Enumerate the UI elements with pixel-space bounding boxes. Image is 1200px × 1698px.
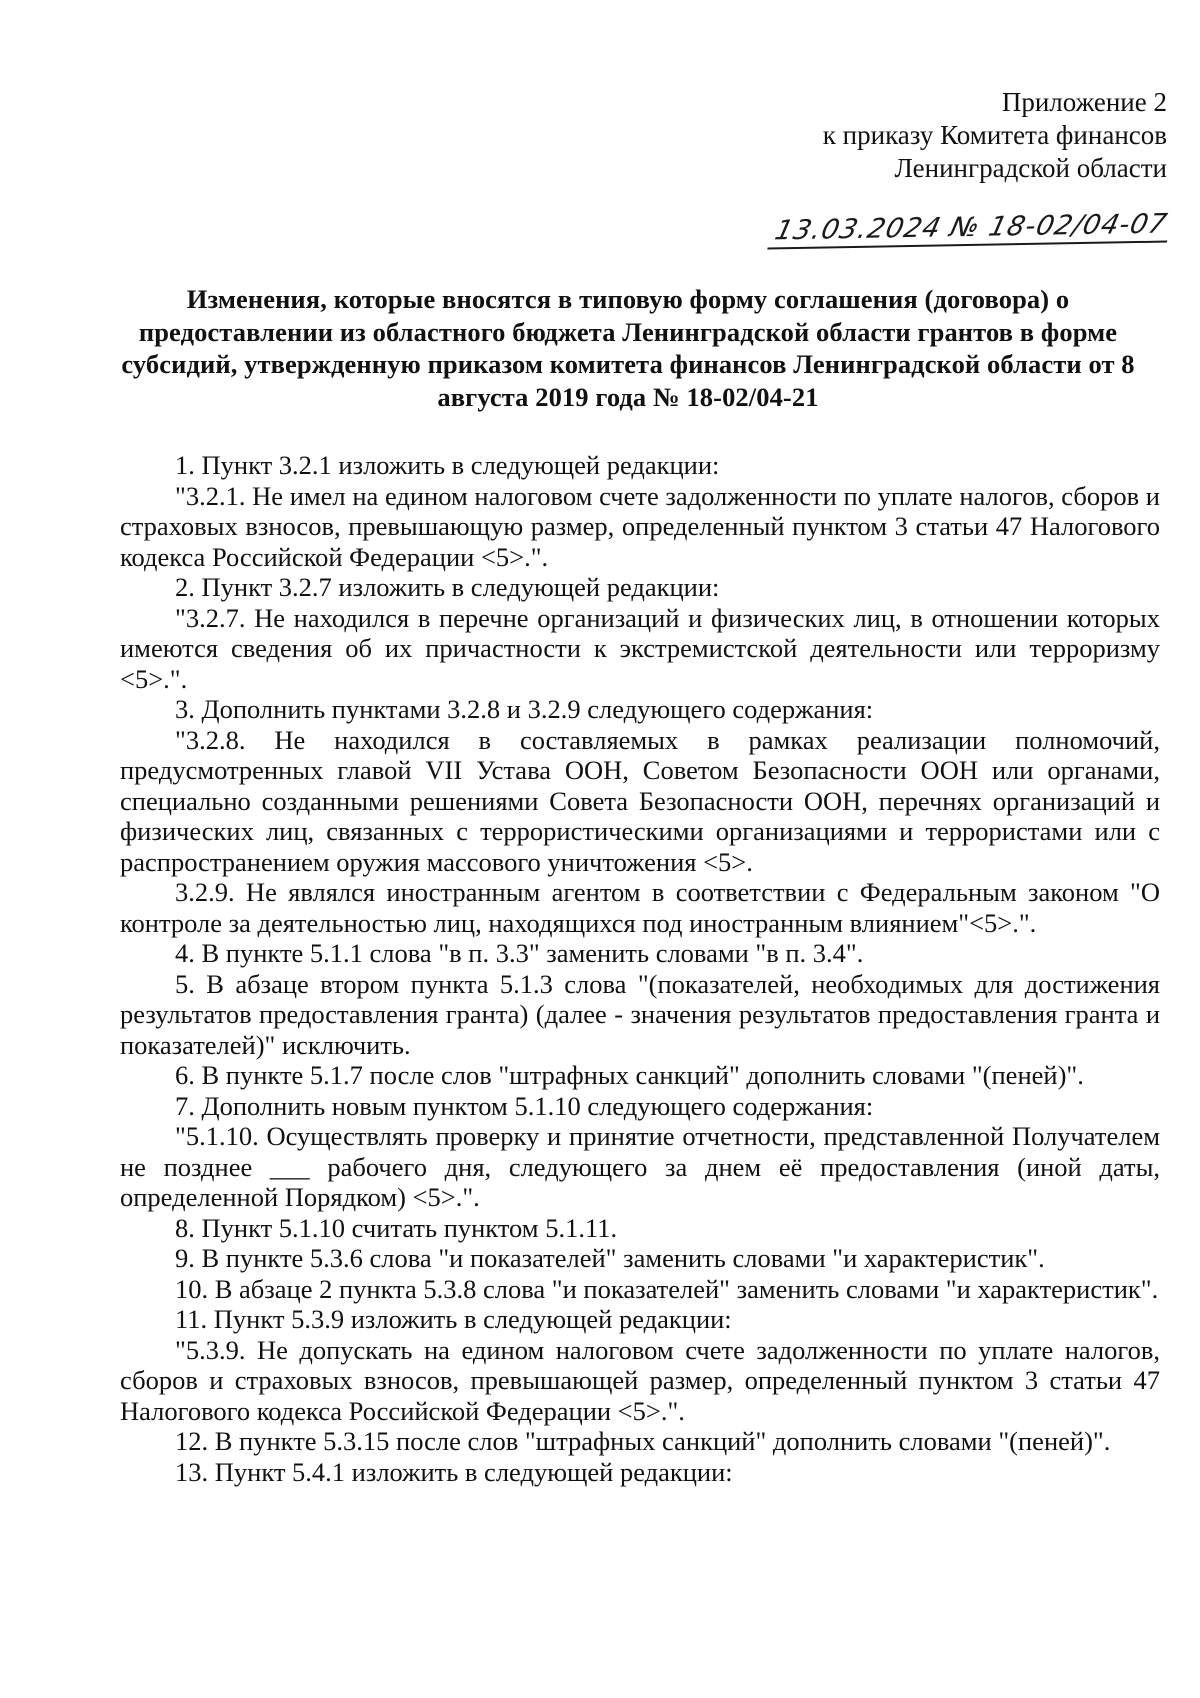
paragraph: 10. В абзаце 2 пункта 5.3.8 слова "и показателей" заменить словами "и характеристик". [175,1273,1159,1304]
paragraph: "3.2.7. Не находился в перечне организаций и физических лиц, в отношении которых имеются сведения об их причастности к экстремистской деятельности или терроризму <5>.". [120,602,1160,694]
paragraph: 2. Пункт 3.2.7 изложить в следующей редакции: [175,572,720,602]
paragraph: 9. В пункте 5.3.6 слова "и показателей" заменить словами "и характеристик". [175,1243,1045,1273]
document-title: Изменения, которые вносятся в типовую форму соглашения (договора) о предоставлении из областного бюджета Ленинградской области грантов в форме субсидий, утвержденную приказом комитета финансов Ленинградской области от 8 августа 2019 года № 18-02/04-21 [121,284,1135,412]
paragraph: "3.2.1. Не имел на едином налоговом счете задолженности по уплате налогов, сборов и страховых взносов, превышающую размер, определенный пунктом 3 статьи 47 Налогового кодекса Российской Федерации <5>.". [120,480,1160,572]
paragraph: 3.2.9. Не являлся иностранным агентом в соответствии с Федеральным законом "О контроле за деятельностью лиц, находящихся под иностранным влиянием"<5>.". [120,877,1160,938]
paragraph: 1. Пункт 3.2.1 изложить в следующей редакции: [175,450,720,480]
paragraph: 4. В пункте 5.1.1 слова "в п. 3.3" заменить словами "в п. 3.4". [175,938,864,968]
paragraph: "5.1.10. Осуществлять проверку и принятие отчетности, представленной Получателем не позднее ___ рабочего дня, следующего за днем её предоставления (иной даты, определенной Порядком) <5>.". [120,1121,1160,1212]
appendix-line: Приложение 2 [1001,87,1167,117]
paragraph: 3. Дополнить пунктами 3.2.8 и 3.2.9 следующего содержания: [175,694,874,724]
paragraph: "3.2.8. Не находился в составляемых в рамках реализации полномочий, предусмотренных главой VII Устава ООН, Советом Безопасности ООН или органами, специально созданными решениями Совета Безопасности ООН, перечнях организаций и физических лиц, связанных с террористическими организациями и террористами или с распространением оружия массового уничтожения <5>. [120,724,1160,877]
handwritten-date: 13.03.2024 № 18-02/04-07 [767,209,1174,250]
paragraph: 5. В абзаце втором пункта 5.1.3 слова "(показателей, необходимых для достижения результатов предоставления гранта) (далее - значения результатов предоставления гранта и показателей)" исключить. [120,968,1160,1060]
appendix-header [823,86,1167,185]
paragraph: 7. Дополнить новым пунктом 5.1.10 следующего содержания: [175,1090,874,1121]
paragraph: 12. В пункте 5.3.15 после слов "штрафных санкций" дополнить словами "(пеней)". [175,1426,1111,1456]
paragraph: 6. В пункте 5.1.7 после слов "штрафных санкций" дополнить словами "(пеней)". [175,1060,1084,1090]
document-body [120,450,1160,1487]
paragraph: 11. Пункт 5.3.9 изложить в следующей редакции: [175,1304,732,1334]
appendix-line: Ленинградской области [894,153,1167,183]
paragraph: "5.3.9. Не допускать на едином налоговом счете задолженности по уплате налогов, сборов и страховых взносов, превышающей размер, определенный пунктом 3 статьи 47 Налогового кодекса Российской Федерации <5>.". [120,1334,1160,1426]
paragraph: 8. Пункт 5.1.10 считать пунктом 5.1.11. [175,1212,618,1243]
paragraph: 13. Пункт 5.4.1 изложить в следующей редакции: [175,1456,733,1487]
appendix-line: к приказу Комитета финансов [822,120,1167,150]
